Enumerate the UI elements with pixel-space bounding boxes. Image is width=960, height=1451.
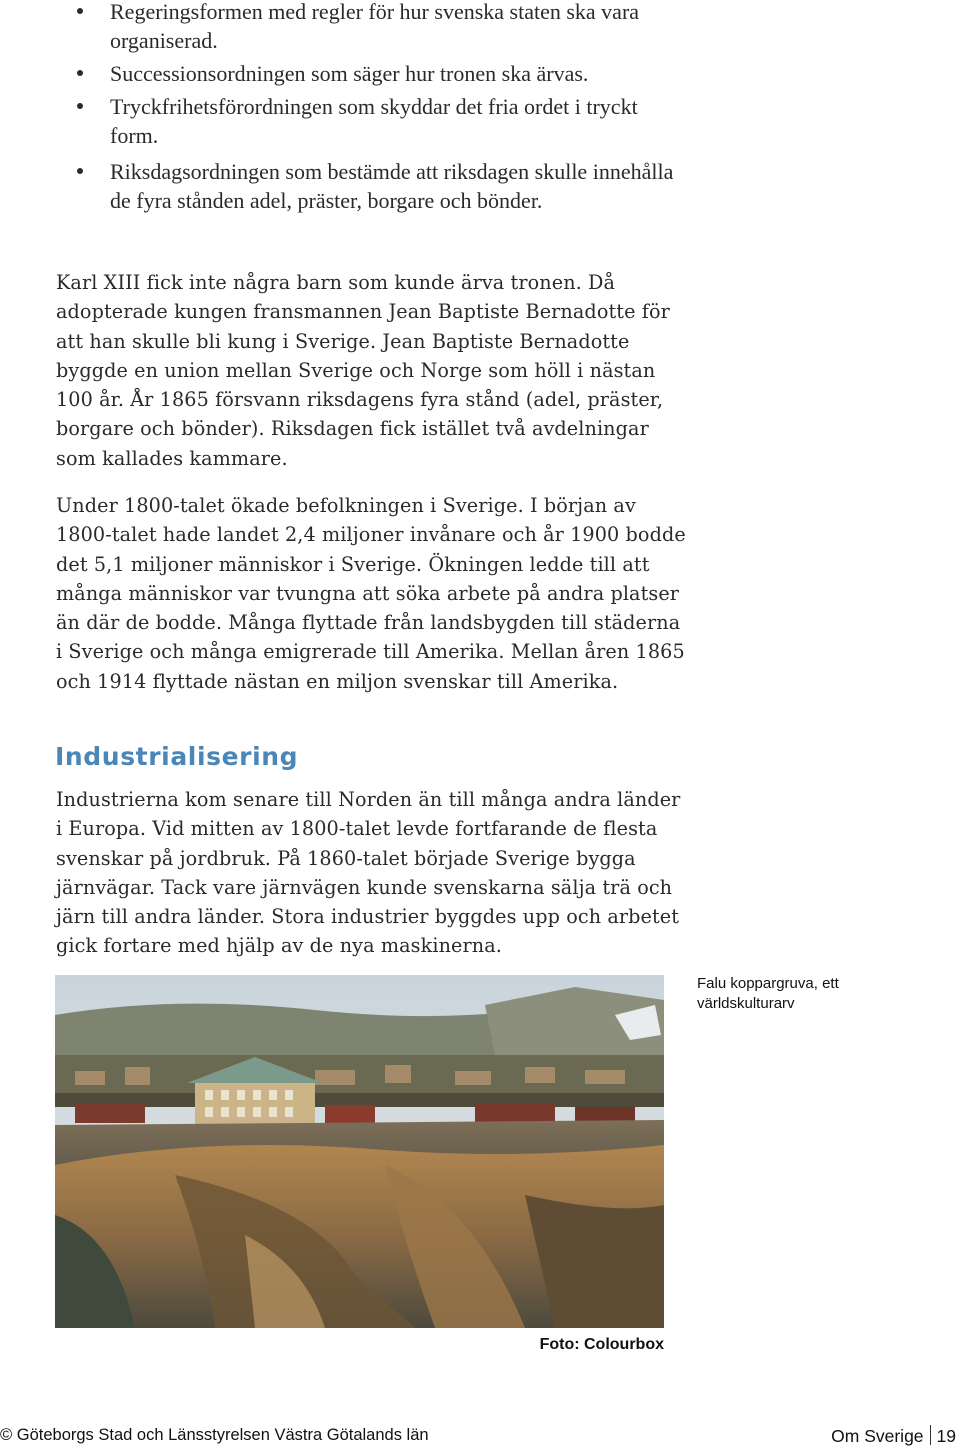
footer-divider bbox=[930, 1425, 931, 1445]
bullet-item: Regeringsformen med regler för hur svenska staten ska vara organiserad. bbox=[110, 0, 680, 55]
footer-page-info bbox=[831, 1425, 956, 1447]
photo-caption: Falu koppargruva, ett världskulturarv bbox=[697, 975, 839, 1012]
page-number: 19 bbox=[936, 1426, 956, 1446]
bullet-item: Tryckfrihetsförordningen som skyddar det fria ordet i tryckt form. bbox=[110, 92, 680, 150]
mine-photo bbox=[55, 975, 664, 1328]
bullet-dot-icon bbox=[77, 168, 83, 174]
paragraph-karl-xiii: Karl XIII fick inte några barn som kunde ärva tronen. Då adopterade kungen fransmannen Jean Baptiste Bernadotte för att han skulle bli kung i Sverige. Jean Baptiste Bernadotte byggde en union mellan Sverige och Norge som höll i nästan 100 år. År 1865 försvann riksdagens fyra stånd (adel, präster, borgare och bönder). Riksdagen fick istället två avdelningar som kallades kammare. bbox=[56, 271, 670, 470]
footer-publisher: © Göteborgs Stad och Länsstyrelsen Västra Götalands län bbox=[0, 1426, 429, 1444]
paragraph-industrialisering: Industrierna kom senare till Norden än till många andra länder i Europa. Vid mitten av 1800-talet levde fortfarande de flesta svenskar på jordbruk. På 1860-talet började Sverige bygga järnvägar. Tack vare järnvägen kunde svenskarna sälja trä och järn till andra länder. Stora industrier byggdes upp och arbetet gick fortare med hjälp av de nya maskinerna. bbox=[56, 788, 681, 958]
photo-credit: Foto: Colourbox bbox=[539, 1336, 664, 1353]
bullet-dot-icon bbox=[77, 70, 83, 76]
bullet-dot-icon bbox=[77, 8, 83, 14]
section-heading: Industrialisering bbox=[55, 742, 299, 771]
bullet-dot-icon bbox=[77, 103, 83, 109]
falun-mine-illustration bbox=[55, 975, 664, 1328]
bullet-item: Successionsordningen som säger hur tronen ska ärvas. bbox=[110, 59, 680, 88]
footer-section: Om Sverige bbox=[831, 1426, 924, 1446]
paragraph-befolkning: Under 1800-talet ökade befolkningen i Sverige. I början av 1800-talet hade landet 2,4 miljoner invånare och år 1900 bodde det 5,1 miljoner människor i Sverige. Ökningen ledde till att många människor var tvungna att söka arbete på andra platser än där de bodde. Många flyttade från landsbygden till städerna i Sverige och många emigrerade till Amerika. Mellan åren 1865 och 1914 flyttade nästan en miljon svenskar till Amerika. bbox=[56, 494, 686, 693]
bullet-item: Riksdagsordningen som bestämde att riksdagen skulle innehålla de fyra stånden adel, präster, borgare och bönder. bbox=[110, 157, 680, 215]
